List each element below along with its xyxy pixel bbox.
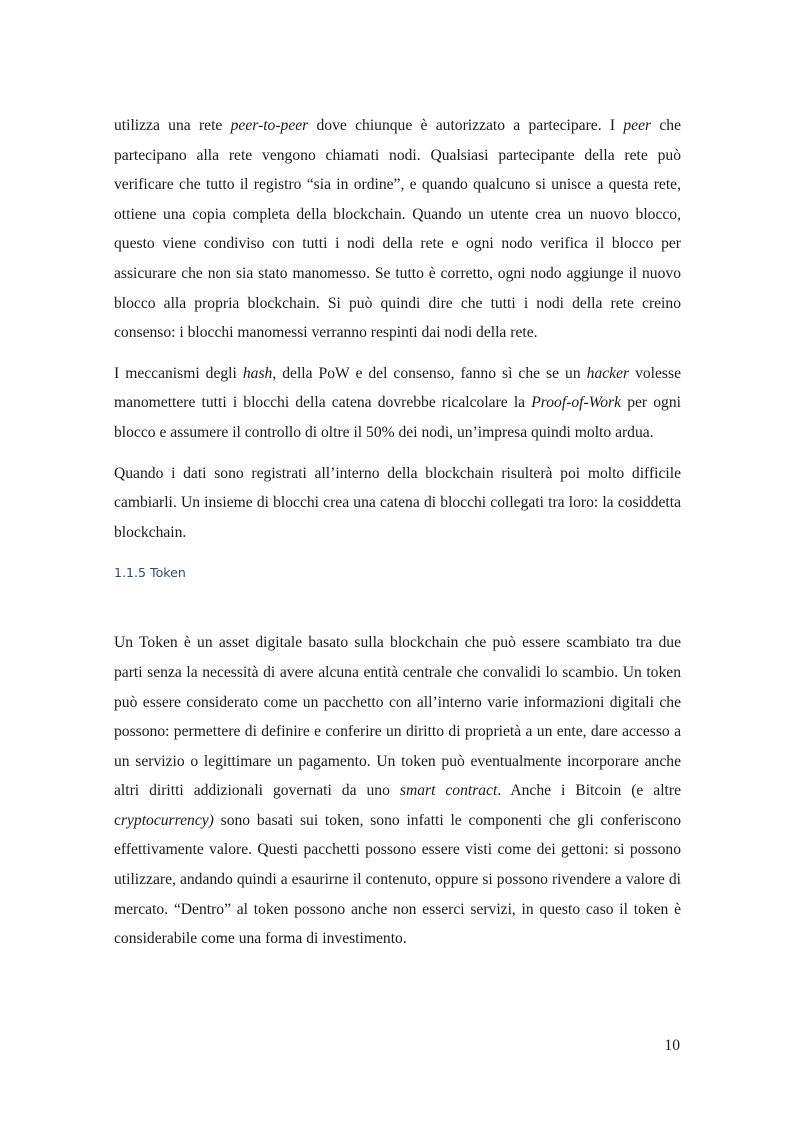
paragraph-security-mechanisms: I meccanismi degli hash, della PoW e del consenso, fanno sì che se un hacker volesse manomettere tutti i blocchi della catena dovrebbe ricalcolare la Proof-of-Work per ogni blocco e assumere il controllo di oltre il 50% dei nodi, un’impresa quindi molto ardua. [114,364,681,441]
paragraph-immutability: Quando i dati sono registrati all’interno della blockchain risulterà poi molto difficile cambiarli. Un insieme di blocchi crea una catena di blocchi collegati tra loro: la cosiddetta blockchain. [114,464,681,541]
paragraph-token-definition: Un Token è un asset digitale basato sulla blockchain che può essere scambiato tra due parti senza la necessità di avere alcuna entità centrale che convalidi lo scambio. Un token può essere considerato come un pacchetto con all’interno varie informazioni digitali che possono: permettere di definire e conferire un diritto di proprietà a un ente, dare accesso a un servizio o legittimare un pagamento. Un token può eventualmente incorporare anche altri diritti addizionali governati da uno smart contract. Anche i Bitcoin (e altre cryptocurrency) sono basati sui token, sono infatti le componenti che gli conferiscono effettivamente valore. Questi pacchetti possono essere visti come dei gettoni: si possono utilizzare, andando quindi a esaurirne il contenuto, oppure si possono rivendere a valore di mercato. “Dentro” al token possono anche non esserci servizi, in questo caso il token è considerabile come una forma di investimento. [114,634,681,948]
page-body [114,111,681,965]
paragraph-peer-network: utilizza una rete peer-to-peer dove chiunque è autorizzato a partecipare. I peer che partecipano alla rete vengono chiamati nodi. Qualsiasi partecipante della rete può verificare che tutto il registro “sia in ordine”, e quando qualcuno si unisce a questa rete, ottiene una copia completa della blockchain. Quando un utente crea un nuovo blocco, questo viene condiviso con tutti i nodi della rete e ogni nodo verifica il blocco per assicurare che non sia stato manomesso. Se tutto è corretto, ogni nodo aggiunge il nuovo blocco alla propria blockchain. Si può quindi dire che tutti i nodi della rete creino consenso: i blocchi manomessi verranno respinti dai nodi della rete. [114,117,682,342]
page-number: 10 [664,1037,680,1054]
section-heading-token: 1.1.5 Token [114,565,186,581]
